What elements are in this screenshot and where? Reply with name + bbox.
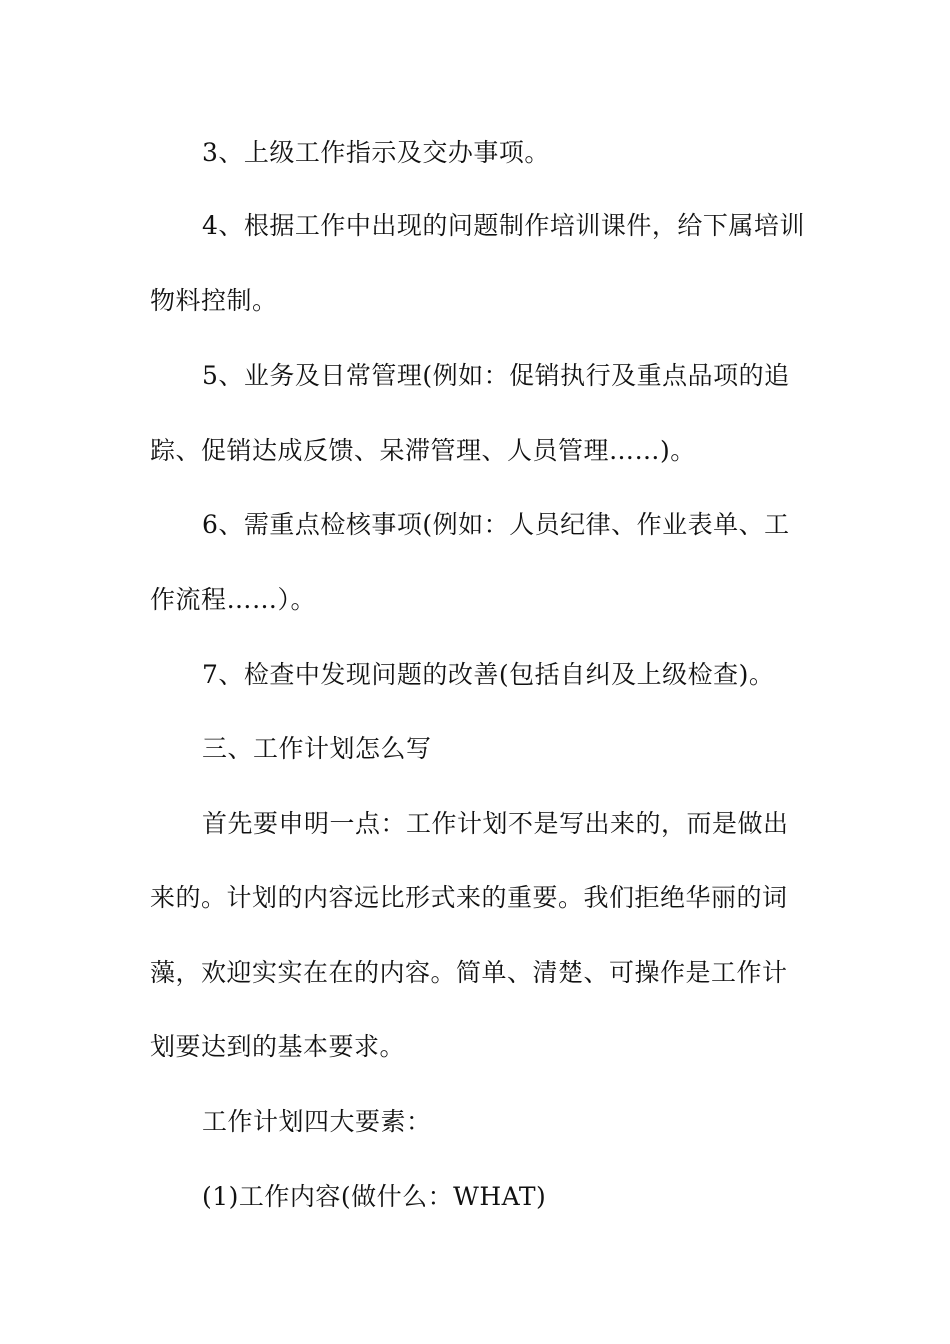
paragraph-line: 作流程……）。 <box>150 585 317 614</box>
paragraph-line: 5、业务及日常管理(例如：促销执行及重点品项的追 <box>202 361 790 390</box>
paragraph-line: 踪、促销达成反馈、呆滞管理、人员管理……)。 <box>150 436 696 465</box>
paragraph-line: 划要达到的基本要求。 <box>150 1032 406 1061</box>
paragraph-line: 首先要申明一点：工作计划不是写出来的，而是做出 <box>202 809 789 838</box>
paragraph-line: 藻，欢迎实实在在的内容。简单、清楚、可操作是工作计 <box>150 958 788 987</box>
paragraph-line: 物料控制。 <box>150 286 278 315</box>
section-heading: 三、工作计划怎么写 <box>202 734 432 763</box>
paragraph-line: 来的。计划的内容远比形式来的重要。我们拒绝华丽的词 <box>150 883 788 912</box>
paragraph-line: 3、上级工作指示及交办事项。 <box>202 138 550 167</box>
paragraph-line: 工作计划四大要素： <box>202 1107 432 1136</box>
paragraph-line: 6、需重点检核事项(例如：人员纪律、作业表单、工 <box>202 510 790 539</box>
list-item: (1)工作内容(做什么：WHAT) <box>202 1182 547 1211</box>
paragraph-line: 4、根据工作中出现的问题制作培训课件，给下属培训 <box>202 211 805 240</box>
paragraph-line: 7、检查中发现问题的改善(包括自纠及上级检查)。 <box>202 660 775 689</box>
